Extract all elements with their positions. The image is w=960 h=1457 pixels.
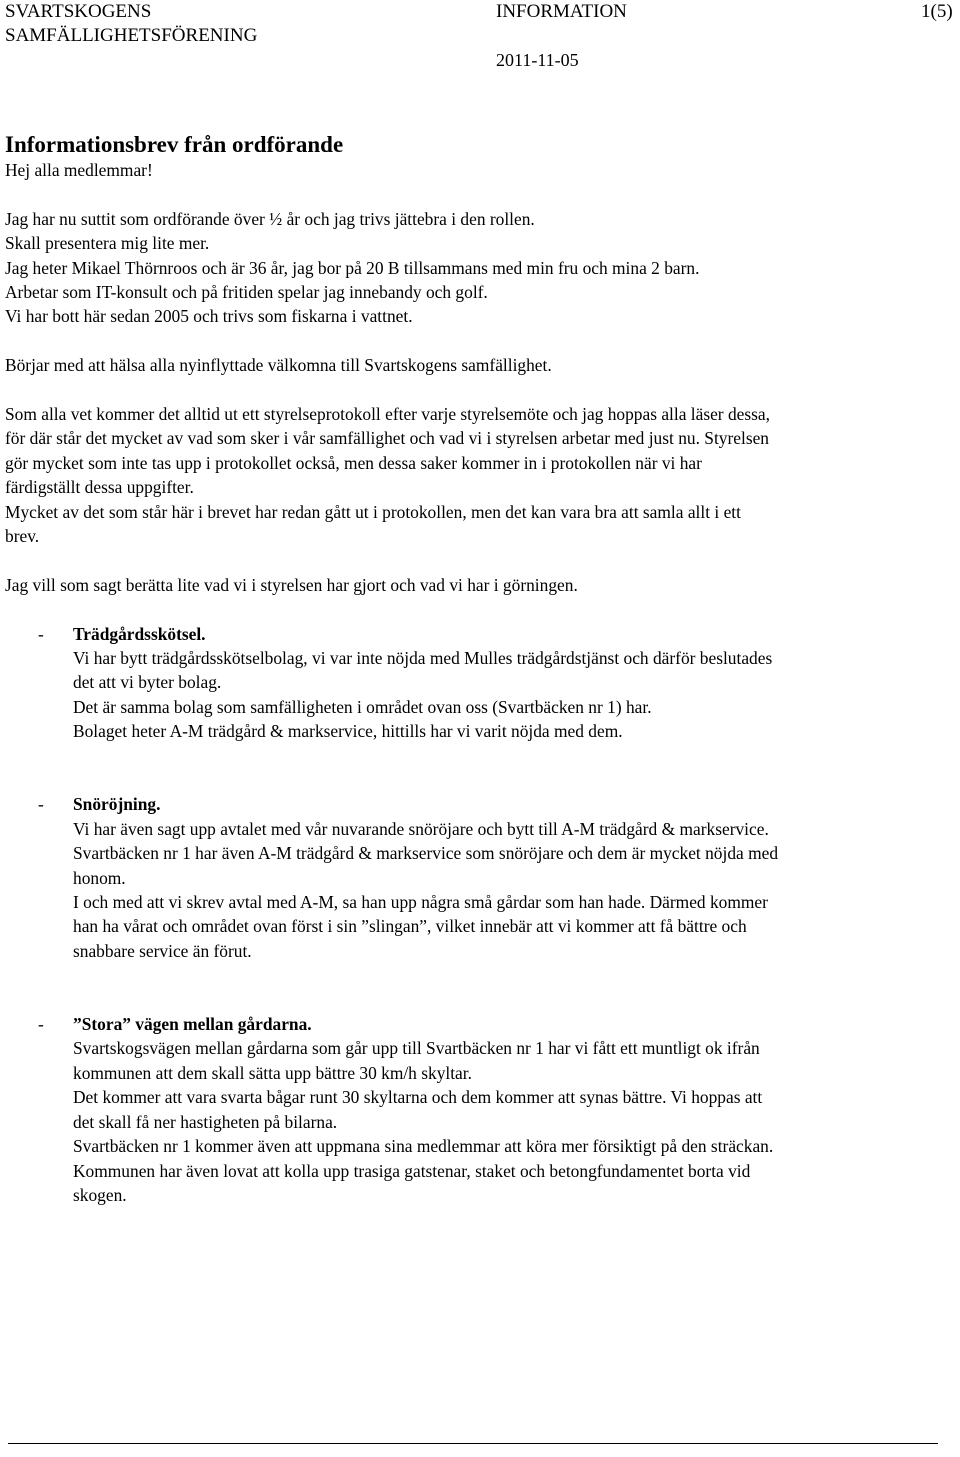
spacer	[5, 329, 953, 353]
spacer	[5, 182, 953, 206]
protocol-line: för där står det mycket av vad som sker i vår samfällighet och vad vi i styrelsen arbetar med just nu. Styrelsen	[5, 428, 769, 449]
intro-line: Skall presentera mig lite mer.	[5, 233, 210, 254]
protocol-line: Som alla vet kommer det alltid ut ett styrelseprotokoll efter varje styrelsemöte och jag hoppas alla läser dessa,	[5, 404, 770, 425]
page-number: 1(5)	[921, 1, 953, 22]
protocol-line: Mycket av det som står här i brevet har redan gått ut i protokollen, men det kan vara bra att samla allt i ett	[5, 501, 741, 522]
list-item-line: honom.	[73, 867, 126, 888]
page-title: Informationsbrev från ordförande	[5, 132, 344, 157]
list-item-line: Vi har bytt trädgårdsskötselbolag, vi var inte nöjda med Mulles trädgårdstjänst och därför beslutades	[73, 648, 773, 669]
list-item-line: I och med att vi skrev avtal med A-M, sa han upp några små gårdar som han hade. Därmed kommer	[73, 892, 768, 913]
greeting: Hej alla medlemmar!	[5, 160, 153, 180]
spacer	[5, 378, 953, 402]
list-item-line: kommunen att dem skall sätta upp bättre 30 km/h skyltar.	[73, 1062, 472, 1083]
list-item-line: Svartbäcken nr 1 kommer även att uppmana sina medlemmar att köra mer försiktigt på den sträckan.	[73, 1136, 774, 1157]
intro-paragraph	[5, 207, 953, 329]
list-item-line: Kommunen har även lovat att kolla upp trasiga gatstenar, staket och betongfundamentet borta vid	[73, 1160, 751, 1181]
list-item-title: ”Stora” vägen mellan gårdarna.	[73, 1014, 312, 1035]
intro-line: Arbetar som IT-konsult och på fritiden spelar jag innebandy och golf.	[5, 282, 488, 303]
header-doc-info	[496, 0, 627, 72]
list-item-line: Vi har även sagt upp avtalet med vår nuvarande snöröjare och bytt till A-M trädgård & markservice.	[73, 818, 769, 839]
protocol-line: brev.	[5, 526, 40, 547]
list-item-line: Det kommer att vara svarta bågar runt 30 skyltarna och dem kommer att synas bättre. Vi hoppas att	[73, 1087, 763, 1108]
footer-divider	[8, 1443, 938, 1444]
spacer	[5, 744, 953, 768]
list-item-title: Snöröjning.	[73, 794, 161, 815]
intro-line: Jag heter Mikael Thörnroos och är 36 år, jag bor på 20 B tillsammans med min fru och mina 2 barn.	[5, 257, 700, 278]
doc-date: 2011-11-05	[496, 50, 579, 70]
list-item-line: Svartskogsvägen mellan gårdarna som går upp till Svartbäcken nr 1 har vi fått ett muntligt ok ifrån	[73, 1038, 760, 1059]
welcome-paragraph: Börjar med att hälsa alla nyinflyttade välkomna till Svartskogens samfällighet.	[5, 355, 552, 376]
protocol-line: gör mycket som inte tas upp i protokollet också, men dessa saker kommer in i protokollen när vi har	[5, 452, 702, 473]
list-item-snow	[5, 792, 953, 963]
list-item-garden	[5, 622, 953, 744]
list-item-line: det att vi byter bolag.	[73, 672, 222, 693]
list-item-line: Det är samma bolag som samfälligheten i området ovan oss (Svartbäcken nr 1) har.	[73, 696, 652, 717]
org-name-line2: SAMFÄLLIGHETSFÖRENING	[5, 25, 258, 46]
header-organization	[5, 0, 257, 48]
doc-type: INFORMATION	[496, 1, 627, 22]
intro-line: Jag har nu suttit som ordförande över ½ år och jag trivs jättebra i den rollen.	[5, 208, 535, 229]
intro-line: Vi har bott här sedan 2005 och trivs som fiskarna i vattnet.	[5, 306, 413, 327]
spacer	[5, 548, 953, 572]
list-item-line: skogen.	[73, 1184, 127, 1205]
list-item-line: snabbare service än förut.	[73, 940, 252, 961]
spacer	[5, 597, 953, 621]
list-item-line: Bolaget heter A-M trädgård & markservice, hittills har vi varit nöjda med dem.	[73, 721, 623, 742]
org-name-line1: SVARTSKOGENS	[5, 1, 152, 22]
spacer	[5, 988, 953, 1012]
list-item-line: det skall få ner hastigheten på bilarna.	[73, 1111, 338, 1132]
list-dash: -	[38, 1014, 44, 1035]
list-dash: -	[38, 623, 44, 644]
spacer	[5, 963, 953, 987]
protocol-line: färdigställt dessa uppgifter.	[5, 477, 194, 498]
list-item-title: Trädgårdsskötsel.	[73, 623, 206, 644]
letter-body	[5, 158, 953, 1207]
spacer	[5, 768, 953, 792]
list-dash: -	[38, 794, 44, 815]
tell-more-paragraph: Jag vill som sagt berätta lite vad vi i styrelsen har gjort och vad vi har i görningen.	[5, 574, 578, 595]
protocol-paragraph	[5, 402, 953, 548]
list-item-line: Svartbäcken nr 1 har även A-M trädgård & markservice som snöröjare och dem är mycket nöjda med	[73, 843, 779, 864]
list-item-road	[5, 1012, 953, 1207]
list-item-line: han ha vårat och området ovan först i sin ”slingan”, vilket innebär att vi kommer att få bättre och	[73, 916, 747, 937]
